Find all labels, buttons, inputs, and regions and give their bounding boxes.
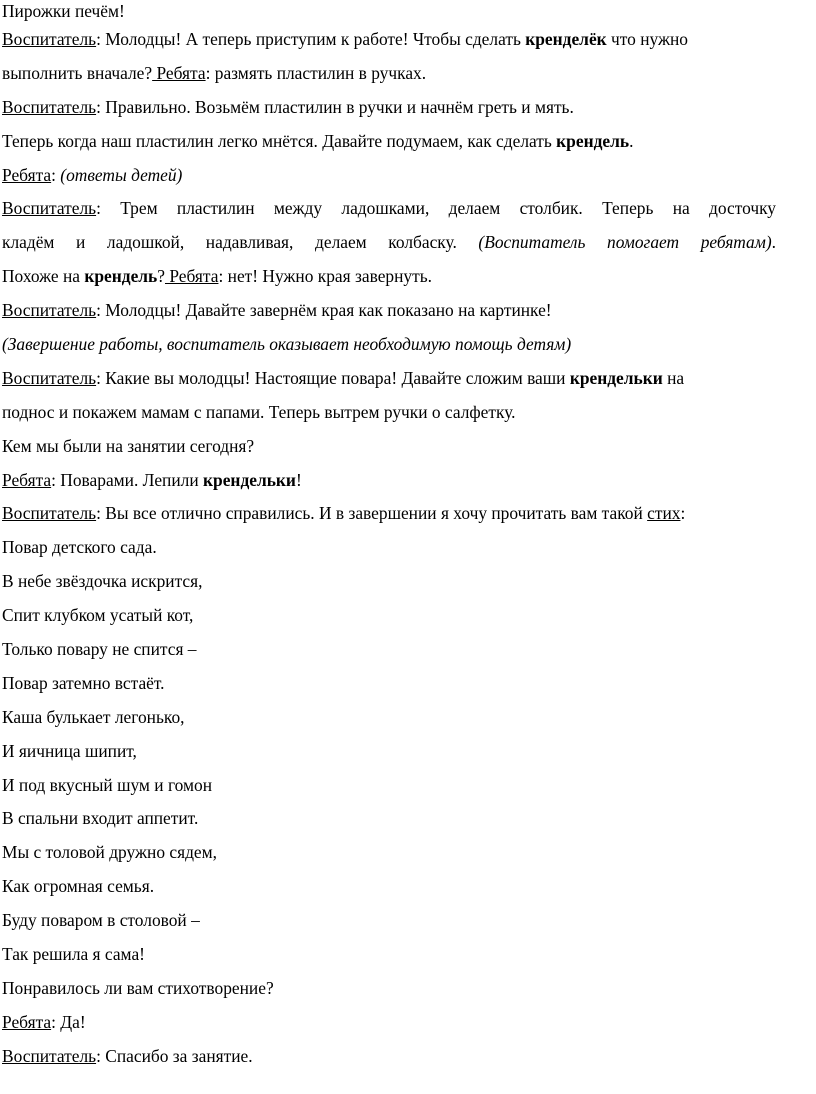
text-line — [2, 91, 776, 125]
text-line — [2, 633, 776, 667]
text-run: Каша булькает легонько, — [2, 706, 185, 727]
speaker-label: Воспитатель — [2, 29, 97, 49]
text-line — [2, 192, 776, 226]
text-run: : Поварами. Лепили — [51, 469, 204, 490]
text-run: ? — [157, 266, 165, 287]
text-run: кладём и ладошкой, надавливая, делаем колбаску. — [2, 232, 479, 253]
text-run: Как огромная семья. — [2, 876, 155, 897]
bold-term: кренделёк — [525, 29, 607, 49]
text-line — [2, 226, 776, 260]
italic-remark: (ответы детей) — [60, 164, 183, 185]
text-line — [2, 260, 776, 294]
speaker-label: Ребята — [2, 1011, 52, 1032]
speaker-label: Воспитатель — [2, 96, 97, 117]
text-run: : — [680, 503, 686, 524]
text-run: В небе звёздочка искрится, — [2, 571, 203, 592]
text-line — [2, 328, 776, 362]
text-run: Повар детского сада. — [2, 537, 157, 558]
text-line — [2, 430, 776, 464]
text-line — [2, 362, 776, 396]
text-line — [2, 870, 776, 904]
text-line — [2, 836, 776, 870]
text-line — [2, 396, 776, 430]
text-run: : нет! Нужно края завернуть. — [218, 266, 432, 287]
speaker-label: стих — [647, 503, 681, 524]
text-run: что нужно — [606, 29, 688, 49]
text-run: В спальни входит аппетит. — [2, 808, 199, 829]
text-line — [2, 701, 776, 735]
text-run: И яичница шипит, — [2, 740, 137, 761]
text-run: И под вкусный шум и гомон — [2, 774, 213, 795]
text-run: : Трем пластилин между ладошками, делаем столбик. Теперь на досточку — [96, 198, 776, 219]
speaker-label: Ребята — [2, 469, 52, 490]
text-line — [2, 972, 776, 1006]
text-line — [2, 294, 776, 328]
text-run: : размять пластилин в ручках. — [205, 62, 427, 83]
text-run: : Молодцы! Давайте завернём края как показано на картинке! — [96, 300, 552, 321]
text-line — [2, 531, 776, 565]
bold-term: крендельки — [569, 367, 663, 388]
text-run: Мы с толовой дружно сядем, — [2, 842, 217, 863]
text-line — [2, 464, 776, 498]
text-run: : Да! — [51, 1011, 86, 1032]
text-line — [2, 1006, 776, 1040]
text-run: Теперь когда наш пластилин легко мнётся. Давайте подумаем, как сделать — [2, 130, 557, 151]
bold-term: крендель — [84, 266, 158, 287]
text-run: Похоже на — [2, 266, 85, 287]
text-run: на — [662, 367, 685, 388]
text-run: Буду поваром в столовой – — [2, 910, 200, 931]
text-line — [2, 565, 776, 599]
text-run: : Какие вы молодцы! Настоящие повара! Давайте сложим ваши — [96, 367, 570, 388]
italic-remark: (Воспитатель помогает ребятам) — [478, 232, 772, 253]
text-run: поднос и покажем мамам с папами. Теперь вытрем ручки о салфетку. — [2, 401, 516, 422]
text-run: . — [629, 130, 634, 151]
text-run: Спит клубком усатый кот, — [2, 605, 194, 626]
speaker-label: Воспитатель — [2, 367, 97, 388]
text-line — [2, 802, 776, 836]
text-run: ! — [295, 469, 302, 490]
text-run: Повар затемно встаёт. — [2, 672, 165, 693]
text-run: выполнить вначале? — [2, 62, 153, 83]
text-line — [2, 599, 776, 633]
italic-remark: (Завершение работы, воспитатель оказывает необходимую помощь детям) — [2, 334, 572, 355]
text-line — [2, 125, 776, 159]
speaker-label: Воспитатель — [2, 503, 97, 524]
speaker-label: Воспитатель — [2, 300, 97, 321]
text-run: Понравилось ли вам стихотворение? — [2, 977, 274, 998]
text-run: : Вы все отлично справились. И в завершении я хочу прочитать вам такой — [96, 503, 648, 524]
text-run: : Правильно. Возьмём пластилин в ручки и начнём греть и мять. — [96, 96, 574, 117]
text-line — [2, 0, 776, 23]
speaker-label: Ребята — [152, 62, 206, 83]
text-line — [2, 904, 776, 938]
document-body — [2, 0, 776, 1074]
text-line — [2, 667, 776, 701]
speaker-label: Воспитатель — [2, 198, 97, 219]
text-run: Кем мы были на занятии сегодня? — [2, 435, 255, 456]
text-run: Пирожки печём! — [2, 1, 125, 21]
text-line — [2, 23, 776, 57]
text-line — [2, 497, 776, 531]
text-line — [2, 938, 776, 972]
speaker-label: Ребята — [2, 164, 52, 185]
text-run: : Молодцы! А теперь приступим к работе! Чтобы сделать — [96, 29, 526, 49]
text-line — [2, 769, 776, 803]
text-line — [2, 159, 776, 193]
bold-term: крендельки — [203, 469, 296, 490]
text-run: . — [771, 232, 776, 253]
text-run: Так решила я сама! — [2, 944, 145, 965]
text-run: : Спасибо за занятие. — [96, 1045, 253, 1066]
bold-term: крендель — [556, 130, 630, 151]
text-line — [2, 57, 776, 91]
text-line — [2, 1040, 776, 1074]
text-run: : — [51, 164, 61, 185]
text-line — [2, 735, 776, 769]
speaker-label: Ребята — [164, 266, 219, 287]
text-run: Только повару не спится – — [2, 639, 197, 660]
speaker-label: Воспитатель — [2, 1045, 97, 1066]
